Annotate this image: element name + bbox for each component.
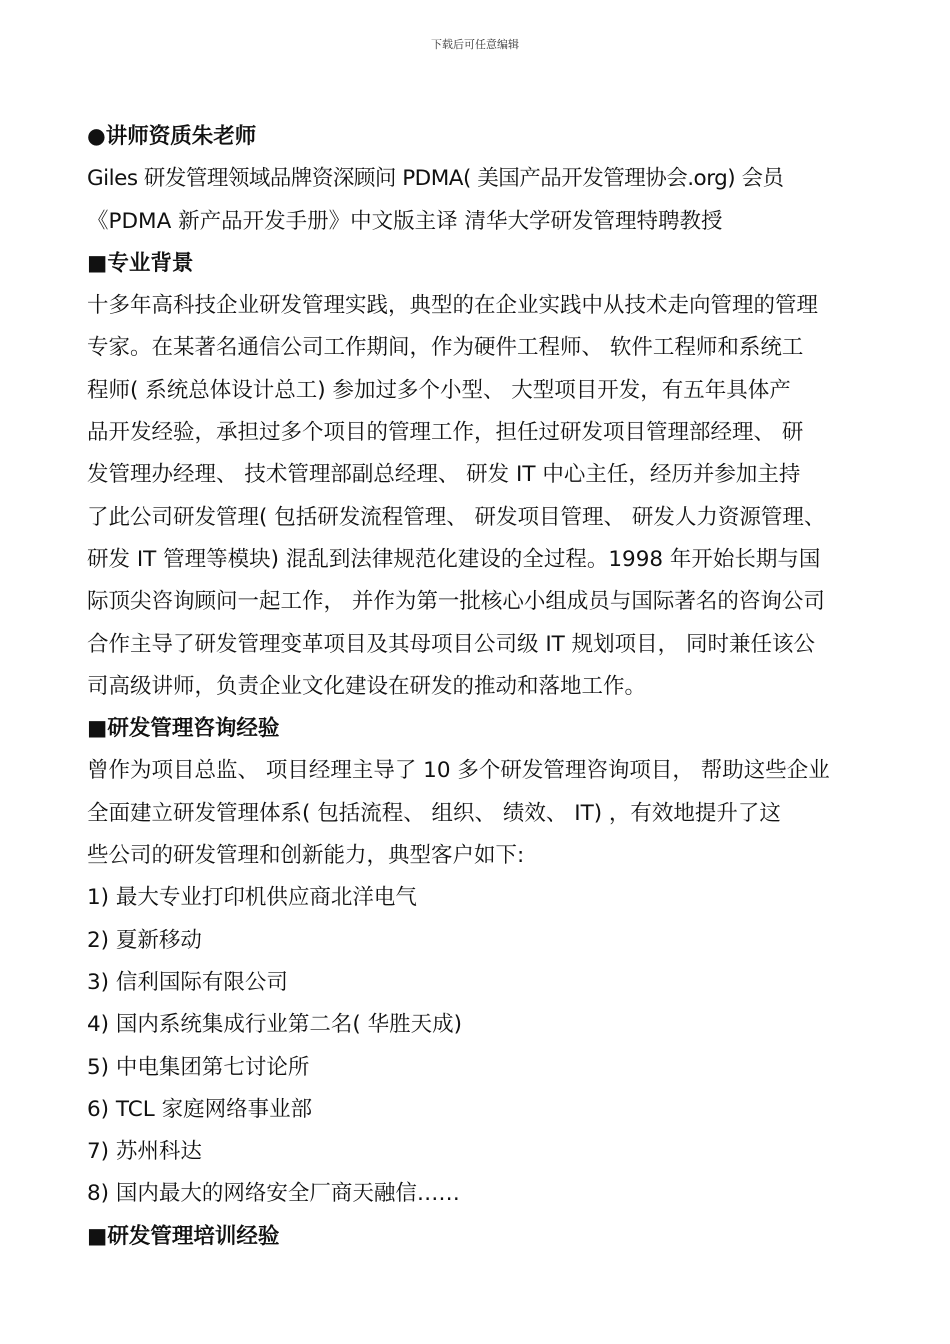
background-heading: ■专业背景 bbox=[87, 250, 194, 276]
paragraph-line: 品开发经验，承担过多个项目的管理工作，担任过研发项目管理部经理、 研 bbox=[87, 420, 804, 446]
paragraph-line: 全面建立研发管理体系( 包括流程、 组织、 绩效、 IT) ，有效地提升了这 bbox=[87, 800, 781, 826]
lecturer-line-1: Giles 研发管理领域品牌资深顾问 PDMA( 美国产品开发管理协会.org) 会员 bbox=[87, 166, 784, 192]
page-header: 下载后可任意编辑 bbox=[431, 38, 519, 51]
client-list-item: 1) 最大专业打印机供应商北洋电气 bbox=[87, 885, 417, 911]
paragraph-line: 专家。在某著名通信公司工作期间，作为硬件工程师、 软件工程师和系统工 bbox=[87, 335, 804, 361]
consulting-heading: ■研发管理咨询经验 bbox=[87, 716, 280, 742]
paragraph-line: 了此公司研发管理( 包括研发流程管理、 研发项目管理、 研发人力资源管理、 bbox=[87, 504, 826, 530]
client-list-item: 8) 国内最大的网络安全厂商天融信…… bbox=[87, 1181, 460, 1207]
paragraph-line: 程师( 系统总体设计总工) 参加过多个小型、 大型项目开发，有五年具体产 bbox=[87, 377, 791, 403]
training-heading: ■研发管理培训经验 bbox=[87, 1223, 280, 1249]
client-list-item: 5) 中电集团第七讨论所 bbox=[87, 1054, 310, 1080]
paragraph-line: 际顶尖咨询顾问一起工作， 并作为第一批核心小组成员与国际著名的咨询公司 bbox=[87, 589, 825, 615]
paragraph-line: 司高级讲师，负责企业文化建设在研发的推动和落地工作。 bbox=[87, 673, 647, 699]
lecturer-heading: ●讲师资质朱老师 bbox=[87, 124, 257, 149]
client-list-item: 7) 苏州科达 bbox=[87, 1139, 202, 1165]
lecturer-line-2: 《PDMA 新产品开发手册》中文版主译 清华大学研发管理特聘教授 bbox=[87, 208, 723, 234]
paragraph-line: 些公司的研发管理和创新能力，典型客户如下: bbox=[87, 843, 525, 869]
paragraph-line: 合作主导了研发管理变革项目及其母项目公司级 IT 规划项目， 同时兼任该公 bbox=[87, 631, 815, 657]
client-list-item: 4) 国内系统集成行业第二名( 华胜天成) bbox=[87, 1012, 463, 1038]
paragraph-line: 研发 IT 管理等模块) 混乱到法律规范化建设的全过程。1998 年开始长期与国 bbox=[87, 546, 821, 572]
client-list-item: 6) TCL 家庭网络事业部 bbox=[87, 1096, 313, 1122]
paragraph-line: 曾作为项目总监、 项目经理主导了 10 多个研发管理咨询项目， 帮助这些企业 bbox=[87, 758, 830, 784]
client-list-item: 3) 信利国际有限公司 bbox=[87, 969, 288, 995]
paragraph-line: 发管理办经理、 技术管理部副总经理、 研发 IT 中心主任，经历并参加主持 bbox=[87, 462, 801, 488]
client-list-item: 2) 夏新移动 bbox=[87, 927, 202, 953]
paragraph-line: 十多年高科技企业研发管理实践，典型的在企业实践中从技术走向管理的管理 bbox=[87, 293, 819, 319]
document-body bbox=[87, 116, 887, 1258]
